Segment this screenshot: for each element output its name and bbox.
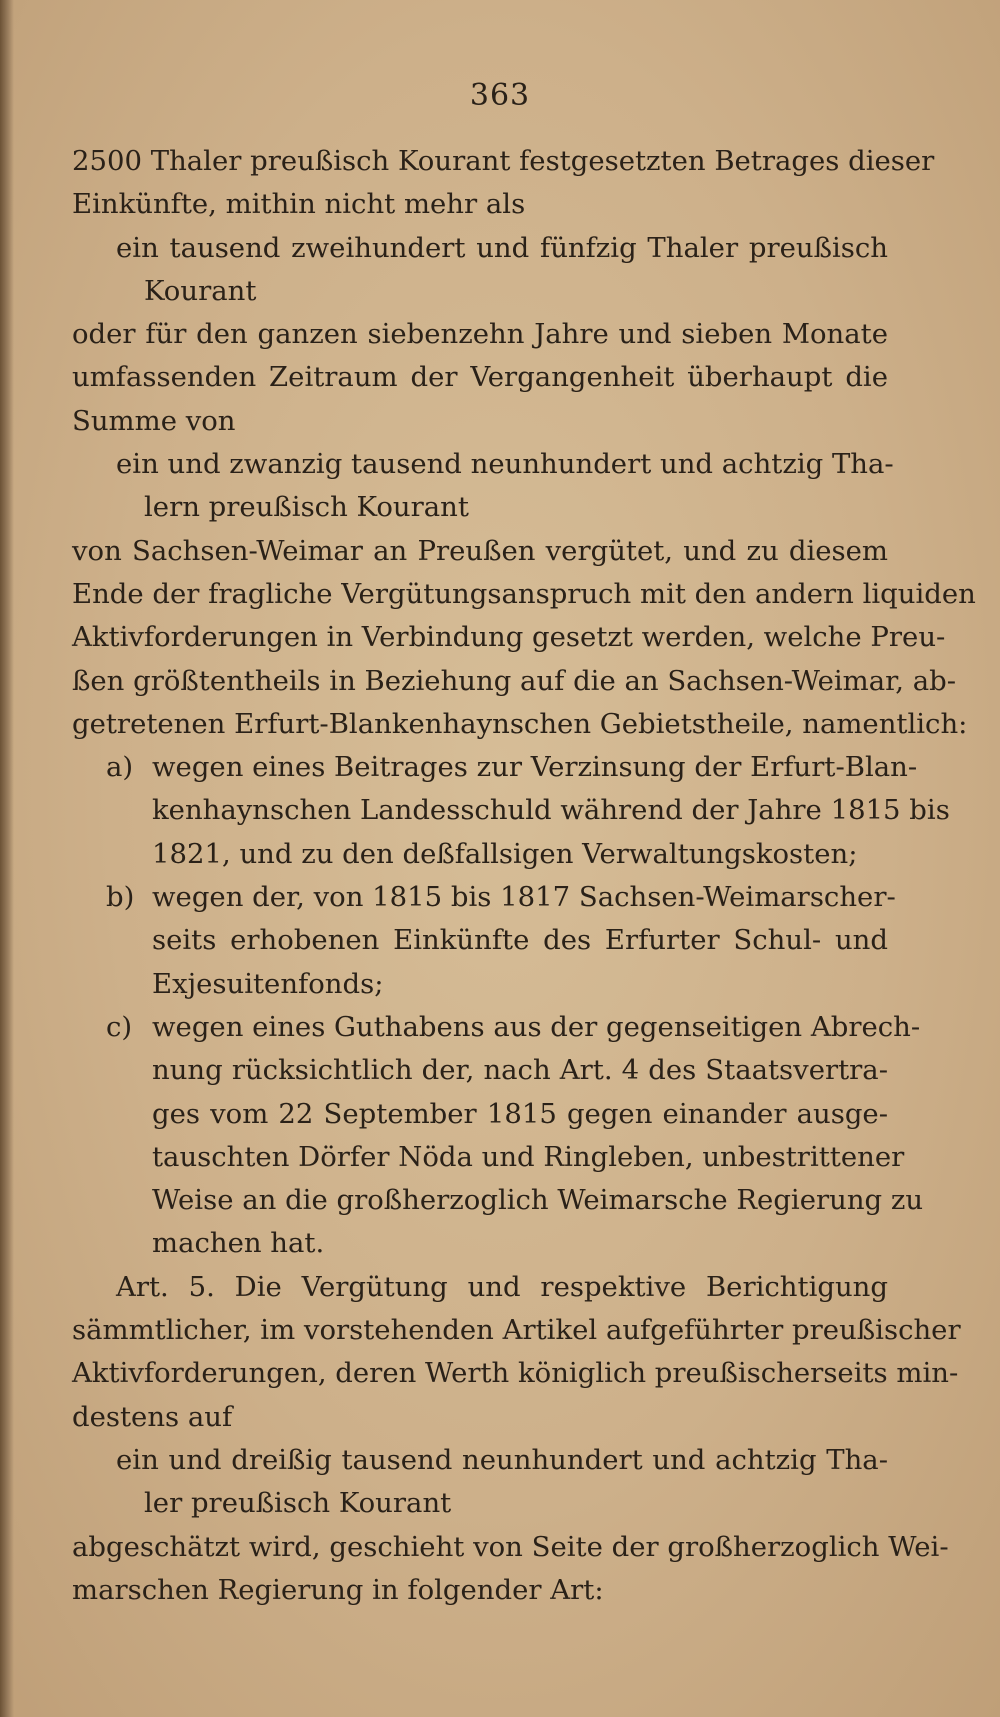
page-number: 363 <box>469 78 531 113</box>
text-line: marschen Regierung in folgender Art: <box>72 1573 604 1606</box>
text-line: 1821, und zu den deßfallsigen Verwaltungskosten; <box>152 837 858 870</box>
list-marker: c) <box>106 1010 133 1043</box>
text-line: lern preußisch Kourant <box>144 491 469 524</box>
list-item-text: wegen der, von 1815 bis 1817 Sachsen-Weimarscher- <box>152 881 896 914</box>
list-item-text: wegen eines Beitrages zur Verzinsung der Erfurt-Blan- <box>152 751 918 784</box>
text-line: Exjesuitenfonds; <box>152 967 384 1000</box>
list-item-a <box>72 746 918 789</box>
text-line: Aktivforderungen, deren Werth königlich preußischerseits min- <box>72 1357 959 1390</box>
text-line: Ende der fragliche Vergütungsanspruch mit den andern liquiden <box>72 577 976 610</box>
text-line: Einkünfte, mithin nicht mehr als <box>72 188 526 221</box>
text-line: seits erhobenen Einkünfte des Erfurter Schul- und <box>152 924 888 957</box>
text-line: ein und dreißig tausend neunhundert und achtzig Tha- <box>116 1443 888 1476</box>
text-line: sämmtlicher, im vorstehenden Artikel aufgeführter preußischer <box>72 1314 961 1347</box>
text-line: Weise an die großherzoglich Weimarsche Regierung zu <box>152 1184 924 1217</box>
list-item-text: wegen eines Guthabens aus der gegenseitigen Abrech- <box>152 1010 921 1043</box>
text-line: 2500 Thaler preußisch Kourant festgesetzten Betrages dieser <box>72 145 935 177</box>
text-line: ein und zwanzig tausend neunhundert und achtzig Tha- <box>116 448 894 481</box>
text-line: tauschten Dörfer Nöda und Ringleben, unbestrittener <box>152 1140 905 1173</box>
text-line: Aktivforderungen in Verbindung gesetzt werden, welche Preu- <box>72 621 946 654</box>
text-line: abgeschätzt wird, geschieht von Seite der großherzoglich Wei- <box>72 1530 949 1563</box>
text-line: ein tausend zweihundert und fünfzig Thaler preußisch <box>116 231 888 264</box>
book-spine-shadow <box>0 0 14 1717</box>
list-item-c <box>72 1006 921 1049</box>
text-line: kenhaynschen Landesschuld während der Jahre 1815 bis <box>152 794 950 827</box>
text-line: Summe von <box>72 404 236 437</box>
body-text <box>72 140 976 1612</box>
text-line: destens auf <box>72 1400 233 1433</box>
text-line: nung rücksichtlich der, nach Art. 4 des Staatsvertra- <box>152 1054 888 1087</box>
text-line: umfassenden Zeitraum der Vergangenheit überhaupt die <box>72 361 888 394</box>
text-line: getretenen Erfurt-Blankenhaynschen Gebietstheile, namentlich: <box>72 707 968 740</box>
list-marker: b) <box>106 881 135 914</box>
article-heading-line: Art. 5. Die Vergütung und respektive Berichtigung <box>116 1270 888 1303</box>
text-line: ßen größtentheils in Beziehung auf die an Sachsen-Weimar, ab- <box>72 664 957 697</box>
text-line: Kourant <box>144 274 257 307</box>
list-item-b <box>72 876 896 919</box>
text-line: von Sachsen-Weimar an Preußen vergütet, und zu diesem <box>72 534 888 567</box>
text-line: ler preußisch Kourant <box>144 1487 452 1520</box>
text-line: ges vom 22 September 1815 gegen einander ausge- <box>152 1097 888 1130</box>
text-line: machen hat. <box>152 1227 325 1260</box>
list-marker: a) <box>106 751 134 784</box>
text-line: oder für den ganzen siebenzehn Jahre und sieben Monate <box>72 318 888 351</box>
